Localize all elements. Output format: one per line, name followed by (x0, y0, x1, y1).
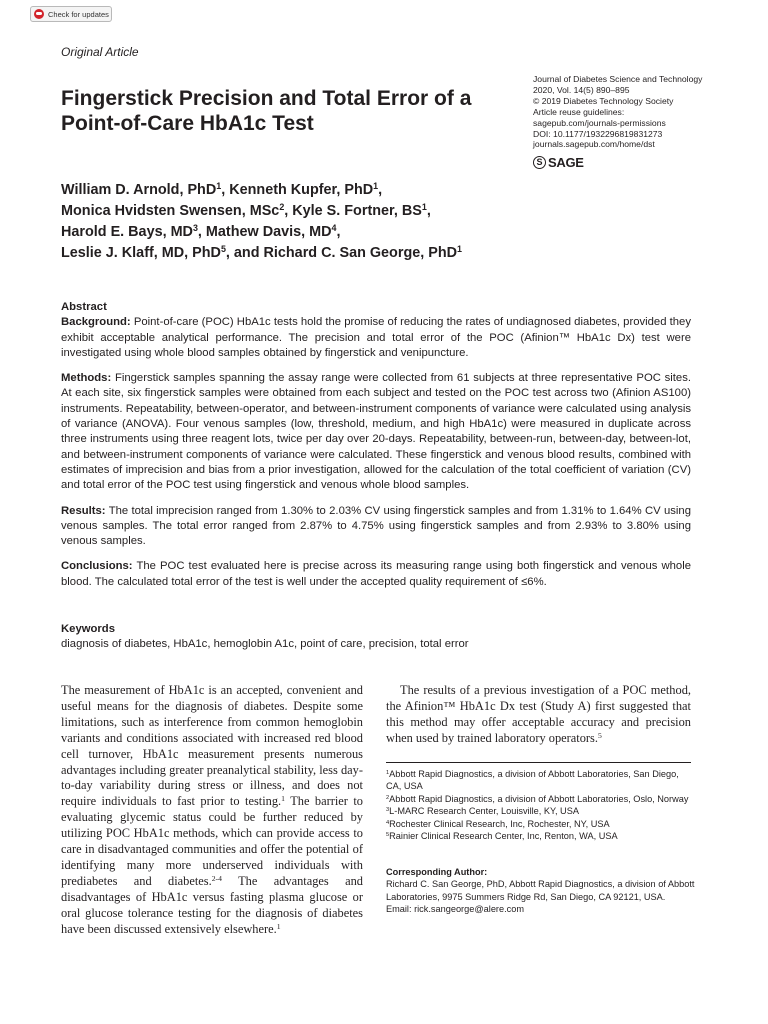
publisher-logo (533, 155, 584, 170)
author-name: Harold E. Bays, MD (61, 224, 193, 240)
intro-text: The measurement of HbA1c is an accepted, convenient and useful means for the diagnosis of diabetes. Despite some limitations, such as interference from common hemoglobin variants and conditions associated with increased red blood cell turnover, HbA1c measurement presents numerous advantages including greater preanalytical stability, less day-to-day variability during stress or illness, and does not require individuals to fast prior to testing. (61, 683, 363, 809)
journal-volume: 2020, Vol. 14(5) 890–895 (533, 84, 630, 95)
affiliation-item (386, 805, 696, 817)
corresponding-author (386, 866, 696, 916)
affiliation-text: Rochester Clinical Research, Inc, Rochester, NY, USA (389, 818, 610, 829)
copyright: © 2019 Diabetes Technology Society (533, 95, 674, 106)
intro-paragraph (386, 683, 691, 747)
author-affiliation-ref: 4 (331, 223, 337, 234)
journal-home-link[interactable]: journals.sagepub.com/home/dst (533, 139, 655, 150)
journal-meta (533, 74, 702, 150)
author-line: Harold E. Bays, $MD^3$, Mathew Davis, $MD^4$, (61, 223, 341, 240)
author-affiliation-ref: 2 (279, 202, 285, 213)
affiliations (386, 768, 696, 842)
author-affiliation-ref: 3 (192, 223, 198, 234)
methods-label: Methods: (61, 372, 112, 385)
author-name: Richard C. San George, PhD (263, 245, 458, 261)
conclusions-label: Conclusions: (61, 560, 133, 573)
affiliation-item (386, 830, 696, 842)
publisher-name: SAGE (548, 155, 584, 170)
abstract-background (61, 315, 691, 361)
intro-text: The barrier to evaluating glycemic status could be further reduced by utilizing POC HbA1c methods, which can provide access to care in disadvantaged communities and offer the potential of identifying many more underserved individuals with prediabetes and diabetes. (61, 794, 363, 888)
results-label: Results: (61, 504, 106, 517)
update-icon (34, 9, 44, 19)
citation-ref[interactable]: 1 (281, 794, 285, 804)
footnote-divider (386, 762, 691, 763)
affiliation-item (386, 768, 696, 793)
methods-text: Fingerstick samples spanning the assay range were collected from 61 subjects at three representative POC sites. At each site, six fingerstick samples were obtained from each subject and tested on the POC test across two (Afinion AS100) instruments. Repeatability, between-operator, and between-instrument components of variance were calculated using analysis of variance (ANOVA). Four venous samples (low, threshold, medium, and high HbA1c) were measured in duplicate across three instruments using three reagent lots, twice per day over 20-days. Repeatability, between-run, between-day, between-lot, and between-instrument components of variance were calculated. These fingerstick and venous blood results, combined with estimates of imprecision and bias from a prior investigation, allowed for the calculation of the total coefficient of variation (CV) and total error of the POC test using fingerstick and venous whole blood samples. (61, 372, 691, 492)
author-affiliation-ref: 1 (421, 202, 427, 213)
check-for-updates-button[interactable] (30, 6, 112, 22)
author-line: Monica Hvidsten Swensen, MSc$^2$, Kyle S. Fortner, $BS^1$, (61, 202, 431, 219)
author-affiliation-ref: 5 (220, 244, 226, 255)
abstract-results (61, 504, 691, 550)
article-title: Fingerstick Precision and Total Error of a Point-of-Care HbA1c Test (61, 87, 472, 135)
affiliation-number: 2 (386, 794, 390, 801)
author-name: William D. Arnold, PhD (61, 182, 217, 198)
permissions-link[interactable]: sagepub.com/journals-permissions (533, 117, 666, 128)
intro-text: The results of a previous investigation of a POC method, the Afinion™ HbA1c Dx test (Study A) first suggested that this method may offer acceptable accuracy and precision when used by trained laboratory operators. (386, 683, 691, 745)
author-name: Mathew Davis, MD (205, 224, 332, 240)
author-line: William D. Arnold, PhD$^1$, Kenneth Kupfer, PhD$^1$, (61, 181, 383, 198)
results-text: The total imprecision ranged from 1.30% to 2.03% CV using fingerstick samples and from 1.31% to 1.64% CV using venous samples. The total error ranged from 2.87% to 4.75% using fingerstick samples and from 2.93% to 3.80% using venous samples. (61, 504, 691, 548)
journal-name: Journal of Diabetes Science and Technology (533, 74, 703, 84)
author-name: Kyle S. Fortner, BS (292, 203, 422, 219)
intro-paragraph (61, 683, 363, 938)
article-type: Original Article (61, 45, 139, 59)
sage-logo-icon: S (533, 156, 546, 169)
author-name: Kenneth Kupfer, PhD (229, 182, 374, 198)
author-name: Leslie J. Klaff, MD, PhD (61, 245, 221, 261)
abstract-methods (61, 371, 691, 493)
affiliation-text: L-MARC Research Center, Louisville, KY, USA (389, 806, 579, 817)
background-label: Background: (61, 316, 131, 329)
keywords (61, 622, 691, 652)
corresponding-heading: Corresponding Author: (386, 867, 488, 877)
citation-ref[interactable]: 1 (276, 921, 281, 931)
author-name: Monica Hvidsten Swensen, MSc (61, 203, 280, 219)
author-affiliation-ref: 1 (216, 181, 222, 192)
affiliation-text: Rainier Clinical Research Center, Inc, Renton, WA, USA (389, 831, 618, 842)
corresponding-email-link[interactable]: Email: rick.sangeorge@alere.com (386, 904, 525, 915)
affiliation-item (386, 793, 696, 805)
intro-text: The advantages and disadvantages of HbA1c versus fasting plasma glucose or oral glucose tolerance testing for the diagnosis of diabetes have been discussed extensively elsewhere. (61, 873, 363, 936)
author-affiliation-ref: 1 (373, 181, 379, 192)
keywords-text: diagnosis of diabetes, HbA1c, hemoglobin A1c, point of care, precision, total error (61, 638, 469, 650)
conclusions-text: The POC test evaluated here is precise across its measuring range using both fingerstick and venous whole blood. The calculated total error of the test is well under the accepted quality requirement of ≤6%. (61, 560, 691, 588)
corresponding-text: Richard C. San George, PhD, Abbott Rapid Diagnostics, a division of Abbott Laboratories, 9975 Summers Ridge Rd, San Diego, CA 92121, USA. (386, 879, 695, 902)
reuse-guidelines-label: Article reuse guidelines: (533, 106, 625, 117)
abstract-conclusions (61, 559, 691, 590)
author-line: Leslie J. Klaff, MD, PhD$^5$, and Richard C. San George, PhD$^1$ (61, 244, 462, 261)
affiliation-number: 1 (386, 769, 390, 776)
affiliation-number: 4 (386, 819, 390, 826)
body-column-right (386, 683, 691, 747)
citation-ref[interactable]: 2-4 (211, 873, 222, 883)
doi-link[interactable]: DOI: 10.1177/1932296819831273 (533, 128, 663, 139)
author-list (61, 180, 462, 264)
affiliation-number: 3 (386, 807, 390, 814)
affiliation-text: Abbott Rapid Diagnostics, a division of Abbott Laboratories, Oslo, Norway (389, 793, 689, 804)
affiliation-item (386, 818, 696, 830)
body-column-left (61, 683, 363, 938)
affiliation-text: Abbott Rapid Diagnostics, a division of Abbott Laboratories, San Diego, CA, USA (386, 769, 679, 792)
citation-ref[interactable]: 5 (597, 730, 602, 740)
abstract (61, 300, 691, 590)
author-affiliation-ref: 1 (457, 244, 462, 255)
abstract-heading: Abstract (61, 301, 107, 313)
check-for-updates-label: Check for updates (48, 9, 109, 19)
affiliation-number: 5 (386, 831, 390, 838)
keywords-heading: Keywords (61, 623, 115, 635)
background-text: Point-of-care (POC) HbA1c tests hold the promise of reducing the rates of undiagnosed diabetes, provided they exhibit acceptable analytical performance. The precision and total error of the POC (Afinion™ HbA1c Dx) test were investigated using whole blood samples obtained by fingerstick and venipuncture. (61, 316, 691, 359)
